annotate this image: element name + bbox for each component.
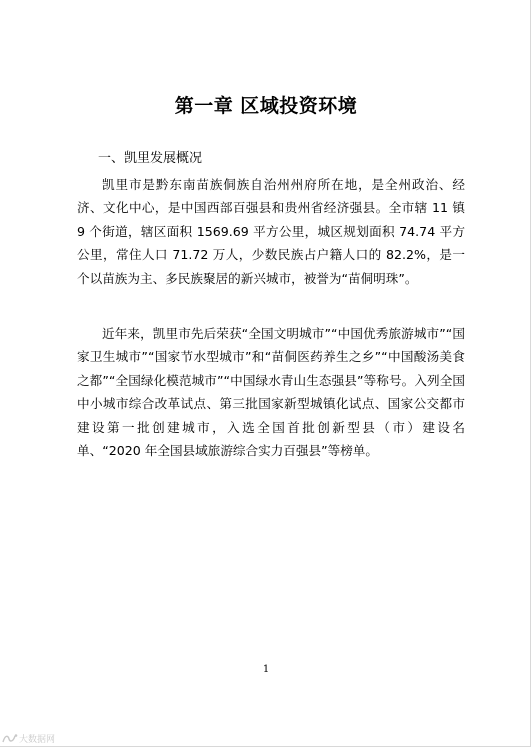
paragraph-honors: 近年来，凯里市先后荣获“全国文明城市”“中国优秀旅游城市”“国家卫生城市”“国家节水型城市”和“苗侗医药养生之乡”“中国酸汤美食之都”“全国绿化模范城市”“中国绿水青山生态强县”等称号。入列全国中小城市综合改革试点、第三批国家新型城镇化试点、国家公交都市建设第一批创建城市，入选全国首批创新型县（市）建设名单、“2020 年全国县域旅游综合实力百强县”等榜单。 [77,326,465,459]
watermark-logo-icon [2,733,19,748]
watermark-text: 大数据网 [19,735,56,745]
chapter-title: 第一章 区域投资环境 [174,95,358,117]
page-number: 1 [262,664,270,675]
watermark [2,733,55,748]
section-heading: 一、凯里发展概况 [98,151,203,166]
paragraph-overview: 凯里市是黔东南苗族侗族自治州州府所在地，是全州政治、经济、文化中心，是中国西部百强县和贵州省经济强县。全市辖 11 镇 9 个街道，辖区面积 1569.69 平方公里，城区规划面积 74.74 平方公里，常住人口 71.72 万人，少数民族占户籍人口的 82.2%，是一个以苗族为主、多民族聚居的新兴城市，被誉为“苗侗明珠”。 [77,177,465,286]
